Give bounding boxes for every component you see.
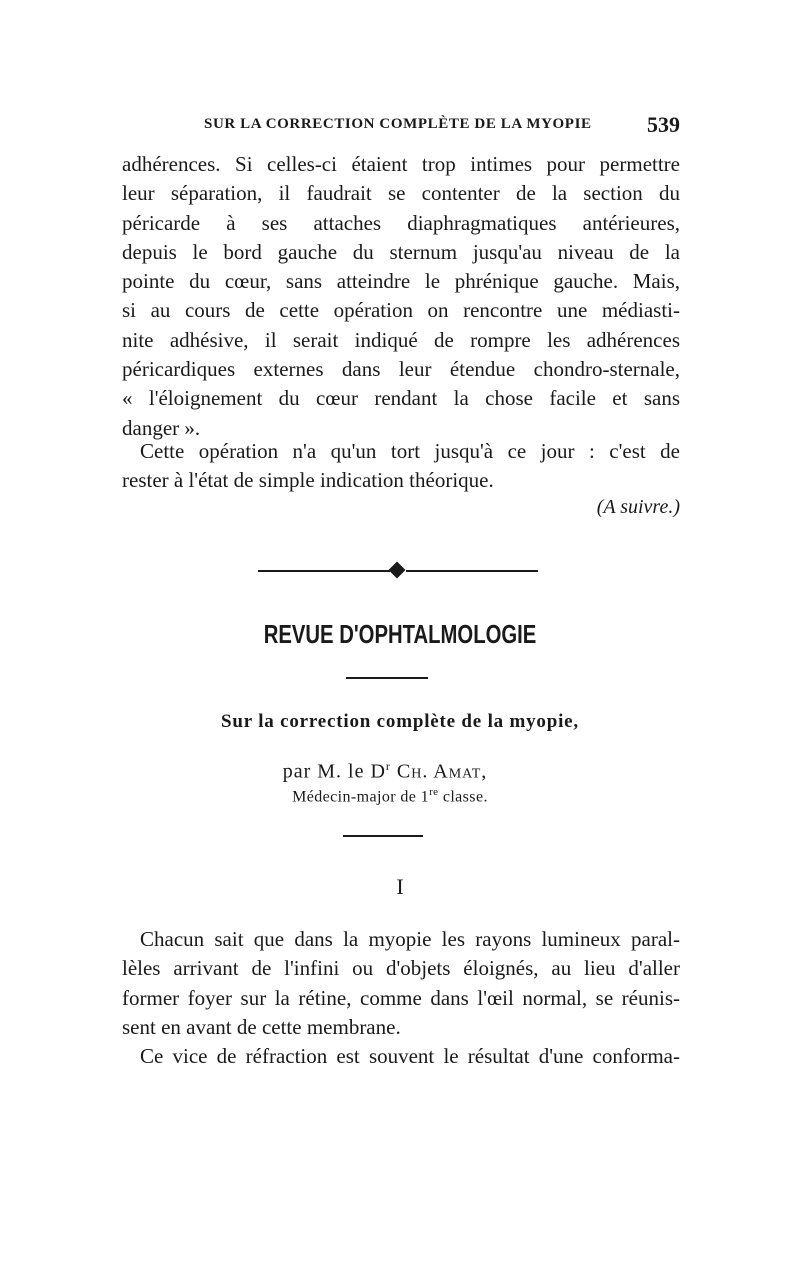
- text-line: nite adhésive, il serait indiqué de rompre les adhérences: [122, 327, 680, 352]
- text-line: si au cours de cette opération on rencontre une médiasti-: [122, 298, 680, 323]
- text-line: lèles arrivant de l'infini ou d'objets éloignés, au lieu d'aller: [122, 956, 680, 981]
- text-line: depuis le bord gauche du sternum jusqu'au niveau de la: [122, 239, 680, 264]
- text-line: « l'éloignement du cœur rendant la chose facile et sans: [122, 386, 680, 411]
- part-numeral: I: [396, 874, 404, 899]
- text-line: Cette opération n'a qu'un tort jusqu'à ce jour : c'est de: [140, 439, 680, 463]
- divider-rule-left: [258, 570, 390, 572]
- byline-rule: [343, 835, 423, 837]
- text-line: adhérences. Si celles-ci étaient trop intimes pour permettre: [122, 152, 680, 176]
- to-be-continued-note: (A suivre.): [596, 496, 680, 518]
- text-line: péricardiques externes dans leur étendue chondro-sternale,: [122, 357, 680, 382]
- section-divider-ornament: [258, 563, 538, 579]
- text-line: sent en avant de cette membrane.: [122, 1014, 401, 1039]
- author-line: [0, 759, 770, 784]
- diamond-ornament-icon: [389, 562, 406, 579]
- text-line: danger ».: [122, 415, 201, 440]
- continued-paragraph: [122, 150, 680, 443]
- article-body: [122, 925, 680, 1071]
- running-head: [122, 112, 680, 142]
- text-line: former foyer sur la rétine, comme dans l'œil normal, se réunis-: [122, 985, 680, 1010]
- text-line: péricarde à ses attaches diaphragmatiques antérieures,: [122, 210, 680, 235]
- title-rule: [346, 677, 428, 679]
- text-line: rester à l'état de simple indication théorique.: [122, 468, 494, 493]
- running-title: SUR LA CORRECTION COMPLÈTE DE LA MYOPIE: [204, 116, 592, 132]
- article-title: Sur la correction complète de la myopie,: [221, 711, 579, 732]
- author-rank: [0, 786, 780, 806]
- text-line: Chacun sait que dans la myopie les rayons lumineux paral-: [140, 927, 680, 951]
- divider-rule-right: [406, 570, 538, 572]
- text-line: leur séparation, il faudrait se contenter de la section du: [122, 181, 680, 206]
- rank-suffix: classe.: [438, 788, 488, 806]
- text-line: pointe du cœur, sans atteindre le phrénique gauche. Mais,: [122, 269, 680, 294]
- closing-paragraph: [122, 437, 680, 496]
- text-line: Ce vice de réfraction est souvent le résultat d'une conforma-: [140, 1044, 680, 1069]
- rank-prefix: Médecin-major de 1: [292, 788, 430, 806]
- author-name: Ch. Amat,: [396, 760, 488, 783]
- page-number: 539: [647, 112, 680, 137]
- section-title: REVUE D'OPHTALMOLOGIE: [263, 619, 537, 649]
- author-prefix: par M. le D: [282, 760, 386, 783]
- author-prefix-sup: r: [385, 759, 391, 773]
- rank-sup: re: [429, 786, 439, 798]
